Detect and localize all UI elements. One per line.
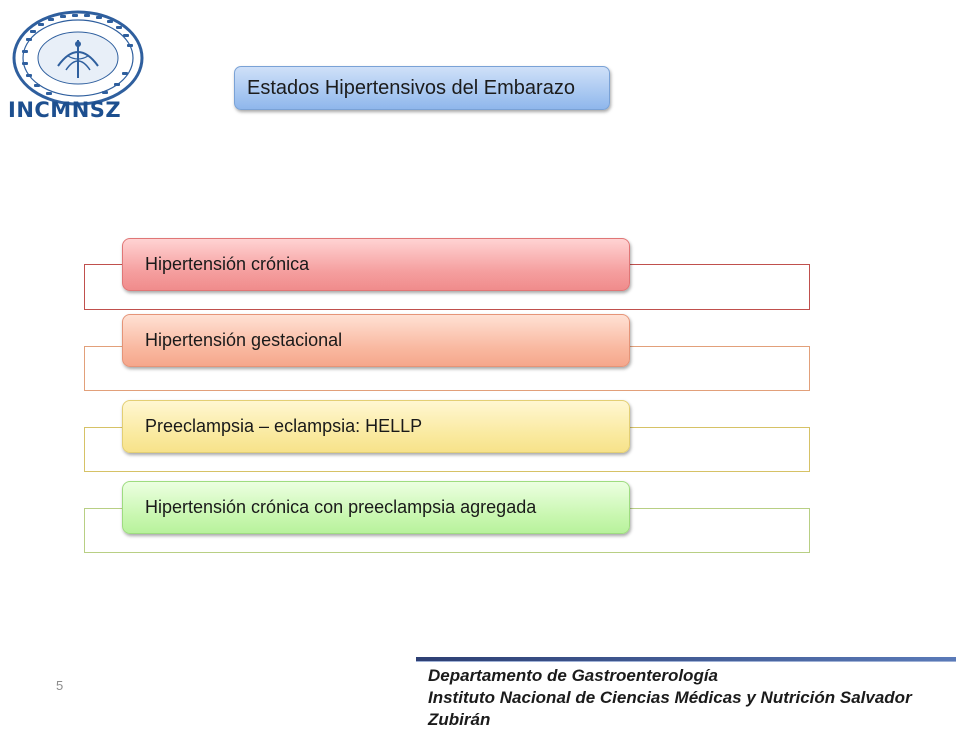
logo-wordmark: INCMNSZ	[8, 98, 122, 122]
list-item-label: Hipertensión crónica	[145, 254, 310, 274]
page-number: 5	[56, 678, 64, 693]
list-item-superimposed-preeclampsia	[122, 481, 630, 534]
list-item-label: Hipertensión crónica con preeclampsia agregada	[145, 497, 537, 517]
list-item-label: Preeclampsia – eclampsia: HELLP	[145, 416, 423, 436]
footer-institute: Instituto Nacional de Ciencias Médicas y Nutrición Salvador Zubirán	[428, 688, 912, 729]
list-item-gestational-hypertension	[122, 314, 630, 367]
footer-department: Departamento de Gastroenterología	[428, 666, 719, 685]
footer-divider-thin	[416, 661, 956, 662]
list-item-preeclampsia	[122, 400, 630, 453]
list-item-chronic-hypertension	[122, 238, 630, 291]
slide-title: Estados Hipertensivos del Embarazo	[234, 66, 610, 110]
footer-institution	[428, 665, 956, 731]
list-item-label: Hipertensión gestacional	[145, 330, 343, 350]
